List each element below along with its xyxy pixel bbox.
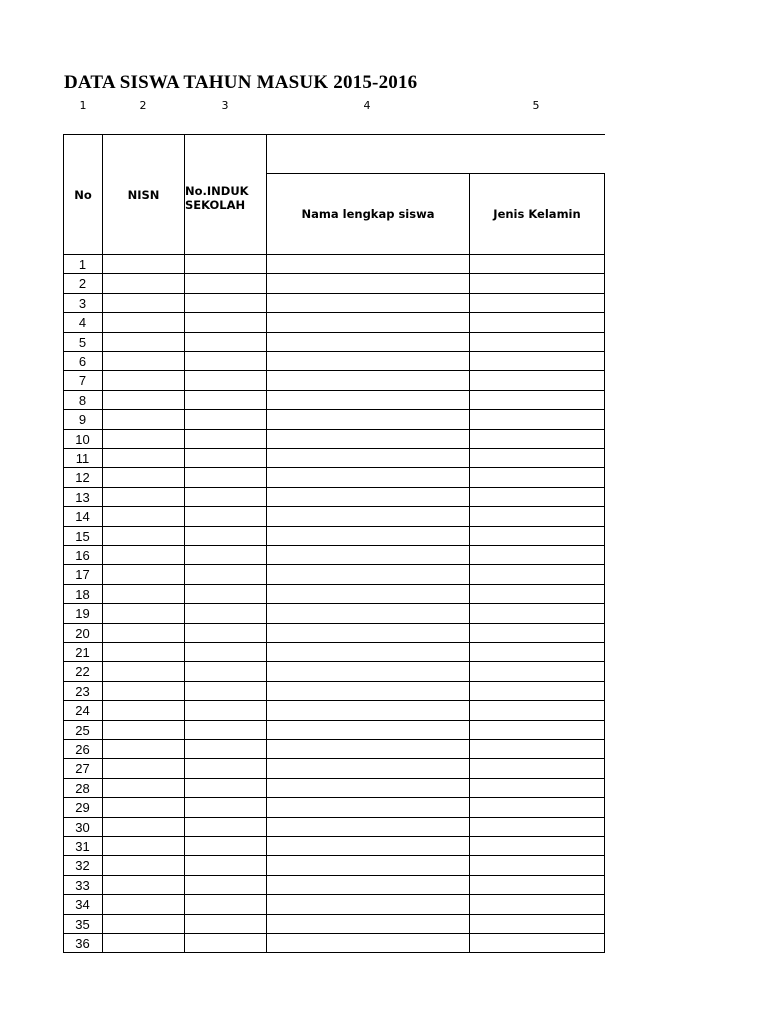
table-row-number: 4 (78, 315, 87, 330)
table-row-number: 12 (75, 470, 90, 485)
table-row-number: 30 (75, 820, 90, 835)
header-bottom-border (63, 254, 605, 255)
table-row-number: 11 (75, 451, 90, 466)
row-border (63, 351, 605, 352)
row-border (63, 778, 605, 779)
table-row-number: 2 (78, 276, 87, 291)
column-number-4: 4 (363, 99, 371, 112)
table-row-number: 36 (75, 936, 90, 951)
row-border (63, 700, 605, 701)
table-row-number: 24 (75, 703, 90, 718)
table-row-number: 20 (75, 626, 90, 641)
table-row-number: 32 (75, 858, 90, 873)
row-border (63, 273, 605, 274)
row-border (63, 623, 605, 624)
table-row-number: 7 (78, 373, 87, 388)
table-row-number: 19 (75, 606, 90, 621)
row-border (63, 661, 605, 662)
row-border (63, 739, 605, 740)
header-nisn: NISN (127, 187, 160, 202)
row-border (63, 894, 605, 895)
row-border (63, 312, 605, 313)
table-row-number: 31 (75, 839, 90, 854)
row-border (63, 836, 605, 837)
table-row-number: 13 (75, 490, 90, 505)
row-border (63, 448, 605, 449)
row-border (63, 797, 605, 798)
table-row-number: 28 (75, 781, 90, 796)
table-row-number: 33 (75, 878, 90, 893)
row-border (63, 506, 605, 507)
table-row-number: 22 (75, 664, 90, 679)
row-border (63, 429, 605, 430)
row-border (63, 545, 605, 546)
header-no: No (74, 187, 92, 202)
table-row-number: 10 (75, 432, 90, 447)
document-title: DATA SISWA TAHUN MASUK 2015-2016 (64, 72, 418, 93)
table-row-number: 14 (75, 509, 90, 524)
table-row-number: 17 (75, 567, 90, 582)
table-row-number: 21 (75, 645, 90, 660)
table-row-number: 6 (78, 354, 87, 369)
table-row-number: 26 (75, 742, 90, 757)
column-divider (266, 134, 267, 953)
column-number-2: 2 (139, 99, 147, 112)
header-no-induk-line1: No.INDUK (185, 184, 249, 198)
header-nama-lengkap-siswa: Nama lengkap siswa (301, 207, 435, 221)
row-border (63, 642, 605, 643)
row-border (63, 584, 605, 585)
table-row-number: 1 (78, 257, 87, 272)
row-border (63, 526, 605, 527)
row-border (63, 817, 605, 818)
header-no-induk-sekolah (185, 178, 266, 218)
row-border (63, 467, 605, 468)
table-row-number: 15 (75, 529, 90, 544)
table-row-number: 23 (75, 684, 90, 699)
column-divider (102, 134, 103, 953)
row-border (63, 720, 605, 721)
table-row-number: 16 (75, 548, 90, 563)
row-border (63, 603, 605, 604)
row-border (63, 564, 605, 565)
row-border (63, 933, 605, 934)
table-row-number: 29 (75, 800, 90, 815)
table-row-number: 27 (75, 761, 90, 776)
column-number-5: 5 (532, 99, 540, 112)
row-border (63, 681, 605, 682)
table-row-number: 5 (78, 335, 87, 350)
table-row-number: 25 (75, 723, 90, 738)
row-border (63, 409, 605, 410)
row-border (63, 875, 605, 876)
row-border (63, 914, 605, 915)
row-border (63, 758, 605, 759)
table-row-number: 9 (78, 412, 87, 427)
table-row-number: 35 (75, 917, 90, 932)
table-row-number: 34 (75, 897, 90, 912)
column-divider (184, 134, 185, 953)
row-border (63, 332, 605, 333)
column-number-3: 3 (221, 99, 229, 112)
row-border (63, 952, 605, 953)
row-border (63, 370, 605, 371)
column-number-1: 1 (79, 99, 87, 112)
row-border (63, 293, 605, 294)
table-row-number: 8 (78, 393, 87, 408)
table-row-number: 3 (78, 296, 87, 311)
row-border (63, 390, 605, 391)
row-border (63, 487, 605, 488)
header-jenis-kelamin: Jenis Kelamin (493, 207, 581, 221)
table-row-number: 18 (75, 587, 90, 602)
header-no-induk-line2: SEKOLAH (185, 198, 246, 212)
row-border (63, 855, 605, 856)
